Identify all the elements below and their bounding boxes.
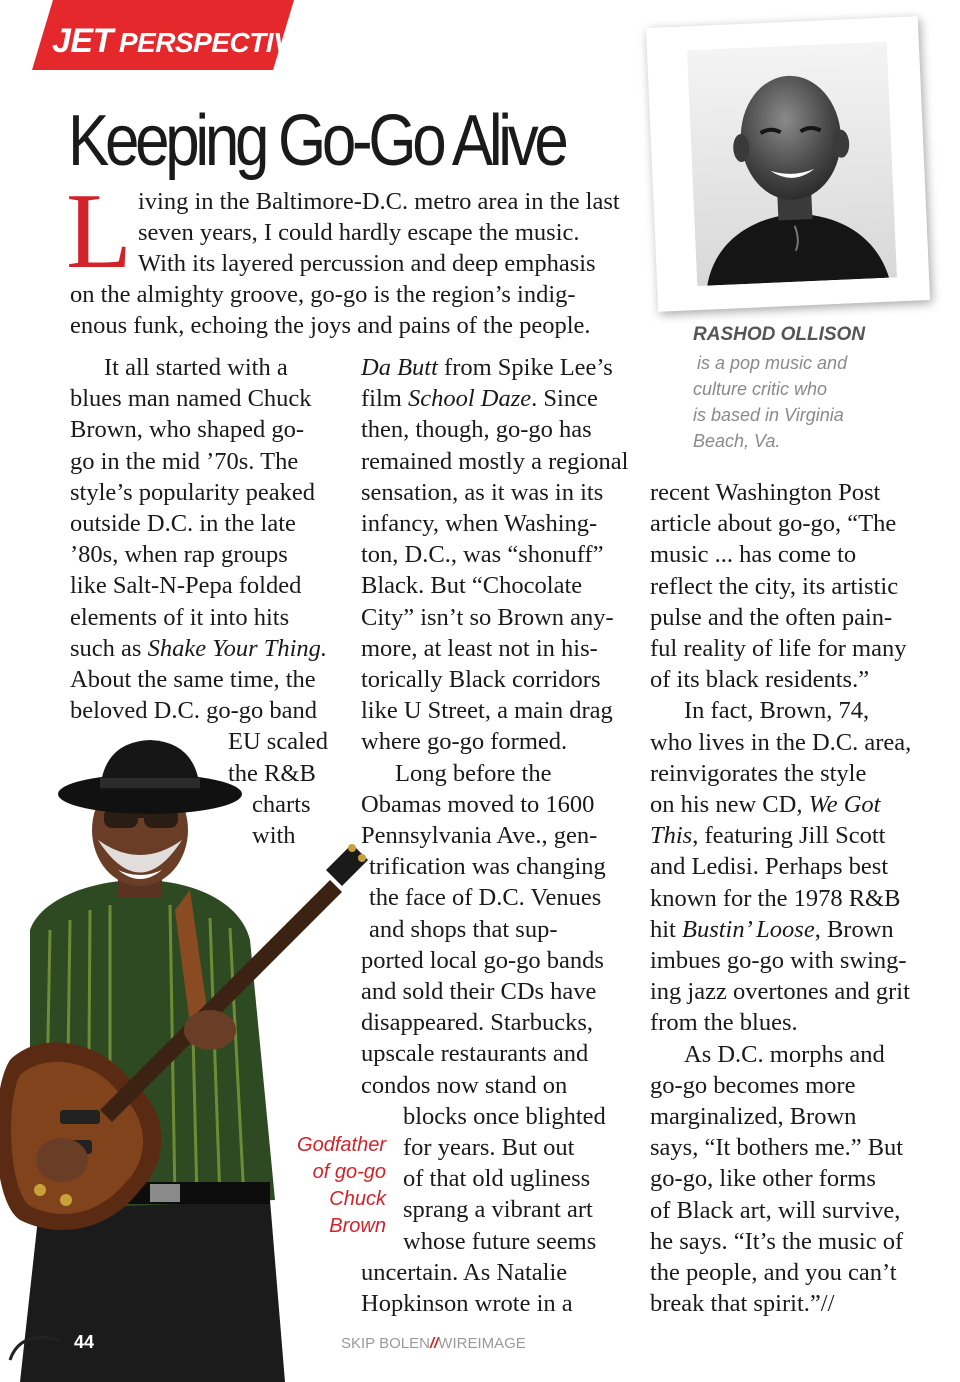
body-line: and sold their CDs have [361, 978, 597, 1006]
body-line: for years. But out [403, 1134, 575, 1162]
body-line: the R&B [228, 759, 316, 787]
body-line: then, though, go-go has [361, 416, 592, 444]
text-run: . Since [531, 385, 598, 413]
body-line: condos now stand on [361, 1071, 568, 1099]
body-line: reflect the city, its artistic [650, 572, 899, 600]
body-line: EU scaled [228, 728, 328, 756]
body-line: Obamas moved to 1600 [361, 790, 595, 818]
column-3 [650, 477, 930, 1319]
author-bio-line: is based in Virginia [693, 405, 844, 425]
body-line: charts [252, 790, 311, 818]
body-line: go-go, like other forms [650, 1165, 876, 1193]
photo-credit [341, 1335, 526, 1352]
intro-line-3: With its layered percussion and deep emphasis [138, 250, 596, 277]
body-line: sprang a vibrant art [403, 1196, 593, 1224]
body-line: go-go becomes more [650, 1071, 856, 1099]
body-line: pulse and the often pain- [650, 603, 893, 631]
body-line: torically Black corridors [361, 666, 601, 694]
credit-name: SKIP BOLEN [341, 1335, 430, 1352]
body-line: Long before the [395, 759, 552, 787]
author-bio-line: culture critic who [693, 379, 828, 399]
album-title: We Got [808, 791, 881, 819]
credit-agency: WIREIMAGE [438, 1335, 526, 1352]
body-line: with [252, 822, 296, 850]
text-run: hit [650, 915, 682, 943]
body-line: City” isn’t so Brown any- [361, 603, 614, 631]
banner-brand: JET [52, 22, 113, 60]
text-run: on his new CD, [650, 791, 809, 819]
body-line: outside D.C. in the late [70, 510, 296, 538]
body-line: sensation, as it was in its [361, 478, 604, 506]
body-line: article about go-go, “The [650, 510, 897, 538]
body-line: In fact, Brown, 74, [684, 697, 870, 725]
chuck-brown-photo [0, 730, 400, 1382]
column-2 [361, 352, 631, 1319]
body-line: style’s popularity peaked [70, 478, 315, 506]
body-line: whose future seems [403, 1227, 597, 1255]
author-photo-card [646, 16, 930, 312]
body-line [650, 914, 930, 945]
body-line: disappeared. Starbucks, [361, 1009, 593, 1037]
body-line: About the same time, the [70, 666, 316, 694]
text-run: , Brown [814, 915, 894, 943]
author-bio-line: is a pop music and [697, 353, 848, 373]
text-run: film [361, 385, 408, 413]
drop-cap: L [66, 172, 132, 291]
article-headline: Keeping Go-Go Alive [68, 101, 565, 181]
body-line [361, 383, 631, 414]
text-run: , featuring Jill Scott [692, 822, 886, 850]
body-line: blocks once blighted [403, 1102, 606, 1130]
body-line: Black. But “Chocolate [361, 572, 583, 600]
body-line: and shops that sup- [369, 915, 558, 943]
body-line: of that old ugliness [403, 1165, 591, 1193]
section-banner-label [52, 22, 309, 61]
body-line: of its black residents.” [650, 666, 870, 694]
body-line: ful reality of life for many [650, 635, 907, 663]
caption-line: Godfather [297, 1134, 386, 1156]
body-line: of Black art, will survive, [650, 1196, 901, 1224]
author-headshot [687, 42, 897, 286]
body-line: Pennsylvania Ave., gen- [361, 822, 598, 850]
text-run: such as [70, 634, 148, 662]
body-line: go in the mid ’70s. The [70, 447, 299, 475]
body-line: trification was changing [369, 853, 606, 881]
song-title: Bustin’ Loose [682, 915, 815, 943]
body-line: break that spirit.”// [650, 1290, 835, 1318]
song-title: Shake Your Thing. [147, 634, 328, 662]
body-line: says, “It bothers me.” But [650, 1134, 904, 1162]
body-line: Brown, who shaped go- [70, 416, 305, 444]
body-line: uncertain. As Natalie [361, 1258, 568, 1286]
body-line: ported local go-go bands [361, 946, 604, 974]
body-line: like Salt-N-Pepa folded [70, 572, 302, 600]
intro-line-1: iving in the Baltimore-D.C. metro area in the last [138, 188, 620, 215]
body-line: the people, and you can’t [650, 1259, 897, 1287]
body-line: ing jazz overtones and grit [650, 978, 910, 1006]
credit-separator: // [429, 1335, 439, 1352]
page-number: 44 [74, 1332, 95, 1352]
body-line [650, 789, 930, 820]
body-line: from the blues. [650, 1009, 798, 1037]
body-line: beloved D.C. go-go band [70, 697, 317, 725]
body-line: who lives in the D.C. area, [650, 728, 912, 756]
body-line: like U Street, a main drag [361, 697, 613, 725]
body-line: As D.C. morphs and [684, 1040, 885, 1068]
body-line: Hopkinson wrote in a [361, 1290, 573, 1318]
intro-line-4: on the almighty groove, go-go is the region’s indig- [70, 281, 576, 308]
body-line: imbues go-go with swing- [650, 947, 907, 975]
body-line [650, 820, 930, 851]
body-line: marginalized, Brown [650, 1103, 857, 1131]
caption-line: Chuck [329, 1188, 386, 1210]
caption-line: of go-go [312, 1161, 386, 1183]
body-line: recent Washington Post [650, 479, 881, 506]
text-run: from Spike Lee’s [437, 354, 613, 381]
body-line: and Ledisi. Perhaps best [650, 853, 889, 881]
banner-section: PERSPECTIVE [118, 27, 310, 58]
body-line: It all started with a [104, 354, 288, 381]
intro-line-2: seven years, I could hardly escape the music. [138, 219, 580, 246]
body-line: reinvigorates the style [650, 759, 867, 787]
body-line: where go-go formed. [361, 728, 568, 756]
body-line: known for the 1978 R&B [650, 884, 901, 912]
body-line: ton, D.C., was “shonuff” [361, 541, 604, 569]
body-line [70, 633, 340, 664]
intro-line-5: enous funk, echoing the joys and pains of the people. [70, 312, 591, 339]
author-bio-line: Beach, Va. [693, 431, 781, 451]
body-line: elements of it into hits [70, 603, 290, 631]
body-line: blues man named Chuck [70, 385, 312, 413]
caption-line: Brown [329, 1215, 386, 1237]
album-title: This [650, 822, 693, 850]
body-line: he says. “It’s the music of [650, 1227, 904, 1255]
author-bio [693, 350, 847, 454]
body-line [361, 352, 631, 383]
body-line: music ... has come to [650, 541, 857, 569]
film-title: School Daze [407, 385, 532, 413]
film-title: Da Butt [361, 354, 438, 381]
body-line: remained mostly a regional [361, 447, 629, 475]
body-line: ’80s, when rap groups [70, 541, 288, 569]
body-line: infancy, when Washing- [361, 510, 598, 538]
body-line: upscale restaurants and [361, 1040, 589, 1068]
body-line: more, at least not in his- [361, 634, 598, 662]
body-line: the face of D.C. Venues [369, 884, 602, 912]
author-name: RASHOD OLLISON [693, 324, 866, 345]
